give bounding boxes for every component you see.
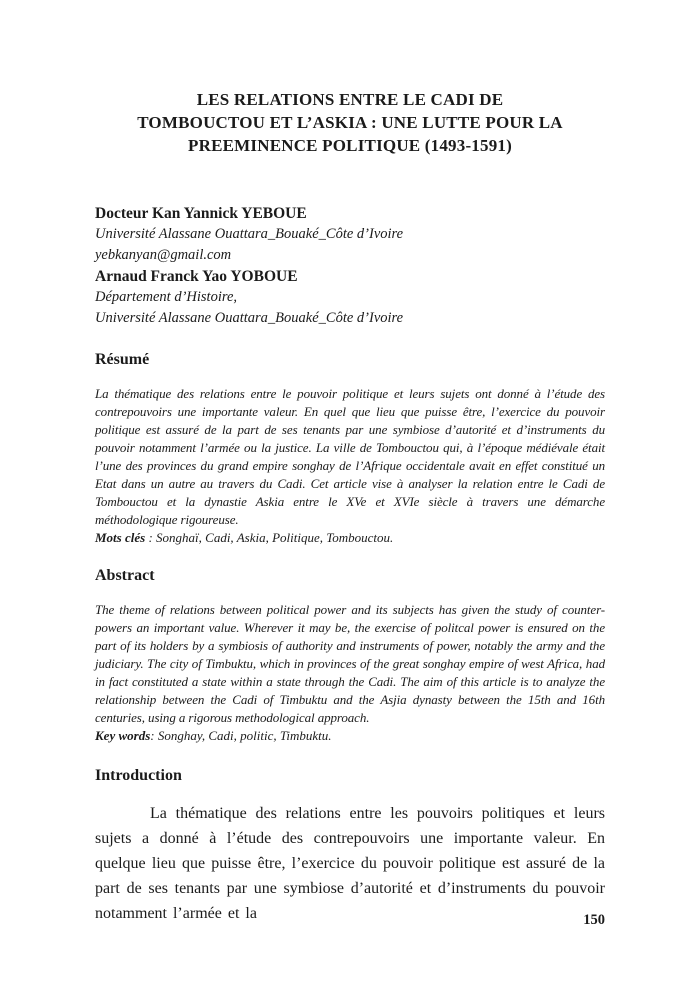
abstract-body: The theme of relations between political power and its subjects has given the study of counter-powers an important value. Wherever it may be, the exercise of politcal power is ensured on the part of its holders by a symbiosis of authority and instruments of power, notably the army and the judiciary. The city of Timbuktu, which in provinces of the great songhay empire of west Africa, had in fact constituted a state within a state through the Cadi. The aim of this article is to analyze the relationship between the Cadi of Timbuktu and the Asjia dynasty between the 15th and 16th centuries, using a rigorous methodological approach. [95, 602, 605, 725]
abstract-section [95, 566, 605, 745]
resume-section [95, 350, 605, 547]
paper-title-line-1: LES RELATIONS ENTRE LE CADI DE [196, 90, 504, 109]
introduction-section [95, 766, 605, 926]
resume-body: La thématique des relations entre le pouvoir politique et leurs sujets ont donné à l’étude des contrepouvoirs une importante valeur. En quel que lieu que puisse être, l’exercice du pouvoir politique est assuré de la part de ses tenants par une symbiose d’autorité et d’instruments du pouvoir notamment l’armée ou la justice. La ville de Tombouctou qui, à l’époque médiévale était l’une des provinces du grand empire songhay de l’Afrique occidentale avait en effet constitué un Etat dans un autre au travers du Cadi. Cet article vise à analyser la relation entre le Cadi de Tombouctou et la dynastie Askia entre le XVe et XVIe siècle à travers une démarche méthodologique rigoureuse. [95, 386, 605, 527]
resume-keywords-label: Mots clés [95, 530, 146, 545]
paper-title-line-3: PREEMINENCE POLITIQUE (1493-1591) [188, 136, 512, 155]
abstract-keywords [95, 727, 605, 745]
author-2-affiliation: Université Alassane Ouattara_Bouaké_Côte d’Ivoire [95, 310, 404, 326]
abstract-keywords-label: Key words [95, 728, 151, 743]
author-2-department: Département d’Histoire, [95, 289, 238, 305]
introduction-heading: Introduction [95, 767, 182, 784]
page-number: 150 [583, 912, 605, 928]
resume-keywords [95, 529, 605, 547]
author-1-name: Docteur Kan Yannick YEBOUE [95, 205, 307, 222]
author-1-affiliation: Université Alassane Ouattara_Bouaké_Côte d’Ivoire [95, 226, 404, 242]
resume-heading: Résumé [95, 351, 150, 368]
author-block [95, 203, 605, 329]
author-2-name: Arnaud Franck Yao YOBOUE [95, 268, 298, 285]
abstract-keywords-list: : Songhay, Cadi, politic, Timbuktu. [150, 728, 332, 743]
paper-title-line-2: TOMBOUCTOU ET L’ASKIA : UNE LUTTE POUR LA [137, 113, 563, 132]
resume-keywords-list: : Songhaï, Cadi, Askia, Politique, Tombouctou. [145, 530, 394, 545]
paper-title [95, 88, 605, 157]
abstract-heading: Abstract [95, 567, 155, 584]
introduction-paragraph: La thématique des relations entre les pouvoirs politiques et leurs sujets a donné à l’étude des contrepouvoirs une importante valeur. En quelque lieu que puisse être, l’exercice du pouvoir politique est assuré de la part de ses tenants par une symbiose d’autorité et d’instruments du pouvoir notamment l’armée et la [95, 805, 605, 922]
author-1-email: yebkanyan@gmail.com [95, 247, 232, 263]
